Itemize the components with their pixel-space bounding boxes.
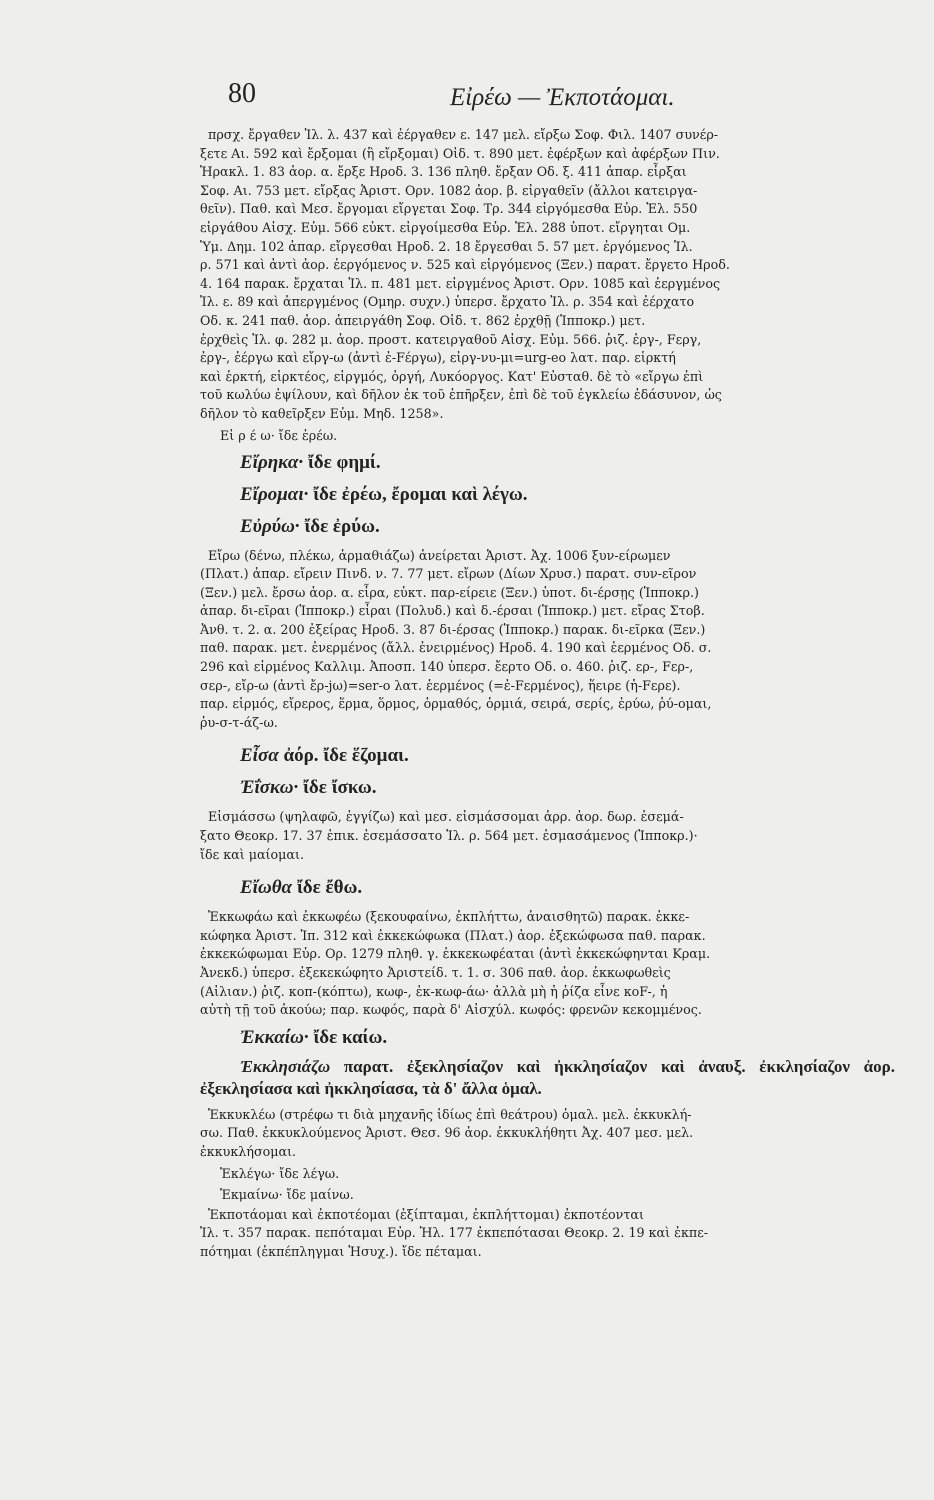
text-line: ξατο Θεοκρ. 17. 37 ἐπικ. ἐσεμάσσατο Ἰλ. ρ. 564 μετ. ἐσμασάμενος (Ἱπποκρ.)·: [200, 828, 698, 844]
lemma-ref: ἴδε φημί.: [303, 451, 381, 473]
entry-eismasso: [200, 808, 895, 864]
text-line: Ἰλ. τ. 357 παρακ. πεπόταμαι Εὐρ. Ἠλ. 177 ἐκπεπότασαι Θεοκρ. 2. 19 καὶ ἐκπε-: [200, 1225, 709, 1241]
text-line: Οδ. κ. 241 παθ. ἀορ. ἀπειργάθη Σοφ. Οἰδ. τ. 862 ἐρχθῇ (Ἱπποκρ.) μετ.: [200, 312, 646, 328]
text-line: (Αἰλιαν.) ῥιζ. κοπ-(κόπτω), κωφ-, ἐκ-κωφ-άω· ἀλλὰ μὴ ἡ ῥίζα εἶνε κοF-, ἡ: [200, 983, 668, 999]
text-line: ἐκκυκλήσομαι.: [200, 1143, 297, 1159]
text-line: τοῦ κωλύω ἐψίλουν, καὶ δῆλον ἐκ τοῦ ἐπῆρξεν, ἐπὶ δὲ τοῦ ἐγκλείω ἐδάσυνον, ὡς: [200, 387, 722, 403]
lemma-ref: ἴδε ἴσκω.: [298, 777, 377, 799]
text-line: ἐκκεκώφωμαι Εὐρ. Ορ. 1279 πληθ. γ. ἐκκεκωφέαται (ἀντὶ ἐκκεκώφηνται Κραμ.: [200, 946, 711, 962]
text-line: Ἰλ. ε. 89 καὶ ἀπεργμένος (Ομηρ. συχν.) ὑπερσ. ἔρχατο Ἰλ. ρ. 354 καὶ ἐέρχατο: [200, 294, 695, 310]
text-line: πρσχ. ἔργαθεν Ἰλ. λ. 437 καὶ ἐέργαθεν ε. 147 μελ. εἴρξω Σοφ. Φιλ. 1407 συνέρ-: [208, 127, 719, 142]
entry-eirgo-continuation: [200, 126, 895, 424]
page-header: [0, 70, 934, 120]
text-line: παρ. εἱρμός, εἴρερος, ἕρμα, ὅρμος, ὁρμαθός, ὁρμιά, σειρά, σερίς, ἐρύω, ῥύ-ομαι,: [200, 696, 712, 712]
text-line: ξετε Αι. 592 καὶ ἔρξομαι (ἢ εἴρξομαι) Οἰδ. τ. 890 μετ. ἐφέρξων καὶ ἀφέρξων Πιν.: [200, 145, 720, 161]
lemma: Ἐκκλησιάζω: [240, 1056, 331, 1076]
text-line: Ἐκκυκλέω (στρέφω τι διὰ μηχανῆς ἰδίως ἐπὶ θεάτρου) ὁμαλ. μελ. ἐκκυκλή-: [208, 1106, 692, 1122]
text-line: Ἡρακλ. 1. 83 ἀορ. α. ἔρξε Ηροδ. 3. 136 πληθ. ἔρξαν Οδ. ξ. 411 ἀπαρ. εἶρξαι: [200, 164, 687, 180]
headword-eireka: [200, 449, 895, 477]
text-line: (Πλατ.) ἀπαρ. εἴρειν Πινδ. ν. 7. 77 μετ. εἴρων (Δίων Χρυσ.) παρατ. συν-εῖρον: [200, 566, 697, 582]
text-line: ῥυ-σ-τ-άζ-ω.: [200, 714, 278, 730]
text-line: σω. Παθ. ἐκκυκλούμενος Ἀριστ. Θεσ. 96 ἀορ. ἐκκυκλήθητι Ἀχ. 407 μεσ. μελ.: [200, 1125, 694, 1141]
xref-eklego: Ἐκλέγω· ἴδε λέγω.: [220, 1165, 340, 1181]
headword-ekklesiazo: [200, 1056, 895, 1100]
lemma-body: παρατ. ἐξεκλησίαζον καὶ ἠκκλησίαζον καὶ ἀναυξ. ἐκκλησίαζον ἀορ. ἐξεκλησίασα καὶ ἠκκλησίασα, τὰ δ' ἄλλα ὁμαλ.: [200, 1056, 895, 1098]
text-line: Ἀνεκδ.) ὑπερσ. ἐξεκεκώφητο Ἀριστείδ. τ. 1. σ. 306 παθ. ἀορ. ἐκκωφωθεὶς: [200, 965, 671, 980]
entry-ekkophao: [200, 908, 895, 1020]
text-line: σερ-, εἴρ-ω (ἀντὶ ἔρ-jω)=ser-o λατ. ἑερμένος (=ἐ-Fερμένος), ἥειρε (ἡ-Fερε).: [200, 677, 681, 693]
text-line: δῆλον τὸ καθεῖρξεν Εὐμ. Μηδ. 1258».: [200, 405, 444, 421]
lemma: Εὐρύω·: [240, 515, 300, 537]
text-line: εἰργάθου Αἰσχ. Εὐμ. 566 εὐκτ. εἰργοίμεσθα Εὐρ. Ἑλ. 288 ὑποτ. εἴργηται Ομ.: [200, 219, 691, 235]
text-line: 4. 164 παρακ. ἔρχαται Ἰλ. π. 481 μετ. εἰργμένος Ἀριστ. Ορν. 1085 καὶ ἐεργμένος: [200, 275, 721, 291]
headword-ekkaio: [200, 1024, 895, 1052]
page-body: [200, 126, 895, 1261]
text-line: Ὑμ. Δημ. 102 ἀπαρ. εἴργεσθαι Ηροδ. 2. 18 ἔργεσθαι 5. 57 μετ. ἐργόμενος Ἰλ.: [200, 238, 693, 254]
lemma: Εἴωθα: [240, 877, 293, 899]
text-line: Σοφ. Αι. 753 μετ. εἴρξας Ἀριστ. Ορν. 1082 ἀορ. β. εἰργαθεῖν (ἄλλοι κατειργα-: [200, 182, 698, 198]
entry-ekpotaomai: [200, 1206, 895, 1262]
headword-eisko: [200, 774, 895, 802]
text-line: παθ. παρακ. μετ. ἐνερμένος (ἄλλ. ἐνειρμένος) Ηροδ. 4. 190 καὶ ἑερμένος Οδ. σ.: [200, 640, 712, 656]
lemma-ref: ἴδε ἔθω.: [292, 877, 363, 899]
lemma: Ἐκκαίω·: [240, 1026, 309, 1048]
text-line: ἴδε καὶ μαίομαι.: [200, 846, 304, 862]
xref-eireo: Εἰ ρ έ ω· ἴδε ἐρέω.: [220, 427, 338, 443]
lemma-ref: ἴδε ἐρέω, ἔρομαι καὶ λέγω.: [308, 483, 528, 505]
text-line: 296 καὶ εἰρμένος Καλλιμ. Ἀποσπ. 140 ὑπερσ. ἔερτο Οδ. ο. 460. ῥιζ. ερ-, Fερ-,: [200, 659, 694, 675]
lemma: Ἐΐσκω·: [240, 777, 299, 799]
text-line: (Ξεν.) μελ. ἔρσω ἀορ. α. εἶρα, εὐκτ. παρ-είρειε (Ξεν.) ὑποτ. δι-έρσῃς (Ἱπποκρ.): [200, 584, 699, 600]
text-line: πότημαι (ἐκπέπληγμαι Ἡσυχ.). ἴδε πέταμαι.: [200, 1243, 482, 1259]
xref-ekmaino: Ἐκμαίνω· ἴδε μαίνω.: [220, 1186, 354, 1202]
lemma-ref: ἴδε καίω.: [308, 1026, 388, 1048]
text-line: ρ. 571 καὶ ἀντὶ ἀορ. ἐεργόμενος ν. 525 καὶ εἰργόμενος (Ξεν.) παρατ. ἔργετο Ηροδ.: [200, 257, 730, 273]
headword-eiotha: [200, 874, 895, 902]
headword-eiromai: [200, 481, 895, 509]
text-line: κώφηκα Ἀριστ. Ἱπ. 312 καὶ ἐκκεκώφωκα (Πλατ.) ἀορ. ἐξεκώφωσα παθ. παρακ.: [200, 927, 706, 943]
entry-eiro: [200, 547, 895, 733]
headword-eisa: [200, 742, 895, 770]
entry-ekkykleo: [200, 1106, 895, 1162]
text-line: Εἴρω (δένω, πλέκω, ἁρμαθιάζω) ἀνείρεται Ἀριστ. Ἀχ. 1006 ξυν-είρωμεν: [208, 547, 671, 563]
text-line: Ἐκποτάομαι καὶ ἐκποτέομαι (ἐξίπταμαι, ἐκπλήττομαι) ἐκποτέονται: [208, 1206, 644, 1222]
text-line: Ἀνθ. τ. 2. α. 200 ἐξείρας Ηροδ. 3. 87 δι-έρσας (Ἱπποκρ.) παρακ. δι-εῖρκα (Ξεν.): [200, 621, 706, 637]
page-number: 80: [228, 78, 256, 109]
lemma: Εἴρομαι·: [240, 483, 309, 505]
lemma-ref: ἴδε ἐρύω.: [299, 515, 380, 537]
lemma: Εἴρηκα·: [240, 451, 304, 473]
text-line: θεῖν). Παθ. καὶ Μεσ. ἔργομαι εἴργεται Σοφ. Τρ. 344 εἰργόμεσθα Εὐρ. Ἑλ. 550: [200, 201, 698, 217]
lemma-ref: ἀόρ. ἴδε ἕζομαι.: [278, 745, 409, 767]
headword-euryo: [200, 513, 895, 541]
text-line: ἐρχθεὶς Ἰλ. φ. 282 μ. ἀορ. προστ. κατειργαθοῦ Αἰσχ. Εὐμ. 566. ῥιζ. ἐργ-, Fεργ,: [200, 331, 702, 347]
text-line: ἀπαρ. δι-εῖραι (Ἱπποκρ.) εἶραι (Πολυδ.) καὶ δ.-έρσαι (Ἱπποκρ.) μετ. εἴρας Στοβ.: [200, 603, 705, 619]
text-line: Ἐκκωφάω καὶ ἐκκωφέω (ξεκουφαίνω, ἐκπλήττω, ἀναισθητῶ) παρακ. ἐκκε-: [208, 909, 690, 925]
text-line: καὶ ἑρκτή, εἱρκτέος, εἱργμός, ὀργή, Λυκόοργος. Κατ' Εὐσταθ. δὲ τὸ «εἴργω ἐπὶ: [200, 368, 704, 384]
running-head: Εἰρέω — Ἐκποτάομαι.: [450, 84, 675, 111]
text-line: αὐτὴ τῇ τοῦ ἀκούω; παρ. κωφός, παρὰ δ' Αἰσχύλ. κωφός: φρενῶν κεκομμένος.: [200, 1002, 702, 1018]
text-line: ἐργ-, ἐέργω καὶ εἴργ-ω (ἀντὶ ἐ-Fέργω), εἰργ-νυ-μι=urg-eo λατ. παρ. εἱρκτή: [200, 350, 676, 366]
lemma: Εἶσα: [240, 745, 279, 767]
text-line: Εἰσμάσσω (ψηλαφῶ, ἐγγίζω) καὶ μεσ. εἰσμάσσομαι ἀρρ. ἀορ. δωρ. ἐσεμά-: [208, 809, 684, 825]
